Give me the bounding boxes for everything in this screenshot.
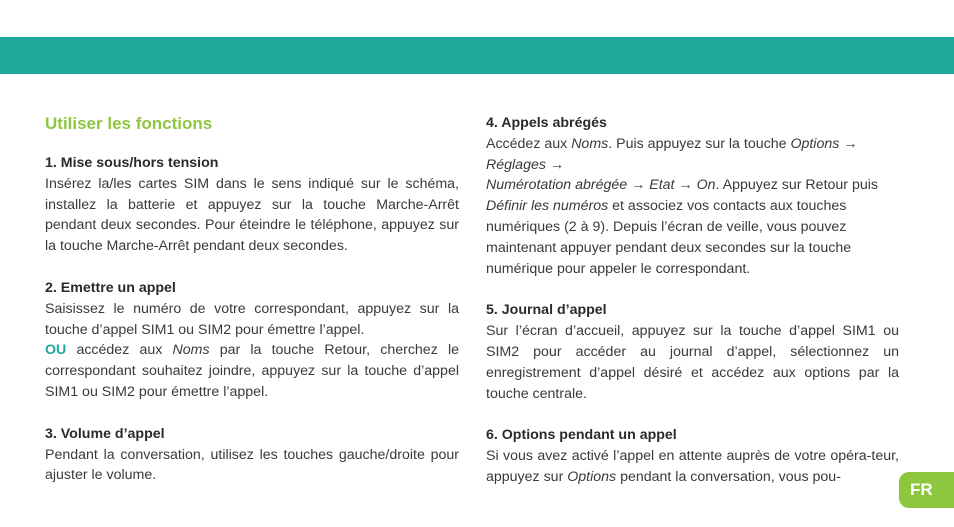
text-volume: Pendant la conversation, utilisez les touches gauche/droite pour ajuster le volume. xyxy=(45,446,459,484)
text-call-log: Sur l’écran d’accueil, appuyez sur la touche d’appel SIM1 ou SIM2 pour accéder au journal d’appel, sélectionnez un enregistrement d’appel désiré et accédez aux options par la touche centrale. xyxy=(486,323,899,402)
text-make-call: Saisissez le numéro de votre correspondant, appuyez sur la touche d’appel SIM1 ou SIM2 pour émettre l’appel. xyxy=(45,300,459,338)
text-make-call-alt: OU accédez aux Noms par la touche Retour, cherchez le correspondant souhaitez joindre, appuyez sur la touche d’appel SIM1 ou SIM2 pour émettre l’appel. xyxy=(45,342,459,400)
right-column xyxy=(486,113,899,488)
heading-call-log: 5. Journal d’appel xyxy=(486,302,607,319)
text-call-options: Si vous avez activé l’appel en attente auprès de votre opéra-teur, appuyez sur Options pendant la conversation, vous pou- xyxy=(486,448,899,485)
heading-volume: 3. Volume d’appel xyxy=(45,425,165,442)
left-column xyxy=(45,113,459,486)
header-band xyxy=(0,37,954,74)
heading-make-call: 2. Emettre un appel xyxy=(45,279,176,296)
text-speed-dial: Accédez aux Noms. Puis appuyez sur la touche Options → Réglages → Numérotation abrégée → Etat → On. Appuyez sur Retour puis Définir les numéros et associez vos contacts aux touches numériques (2 à 9). Depuis l’écran de veille, vous pouvez maintenant appuyer pendant deux secondes sur la touche numérique pour appeler le correspondant. xyxy=(486,135,878,277)
or-label: OU xyxy=(45,342,67,359)
heading-speed-dial: 4. Appels abrégés xyxy=(486,115,607,131)
section-title: Utiliser les fonctions xyxy=(45,114,213,133)
heading-call-options: 6. Options pendant un appel xyxy=(486,427,677,444)
text-power: Insérez la/les cartes SIM dans le sens indiqué sur le schéma, installez la batterie et appuyez sur la touche Marche-Arrêt pendant deux secondes. Pour éteindre le téléphone, appuyez sur la touche Marche-Arrêt pendant deux secondes. xyxy=(45,175,459,255)
heading-power: 1. Mise sous/hors tension xyxy=(45,155,219,171)
language-badge: FR xyxy=(899,472,954,508)
